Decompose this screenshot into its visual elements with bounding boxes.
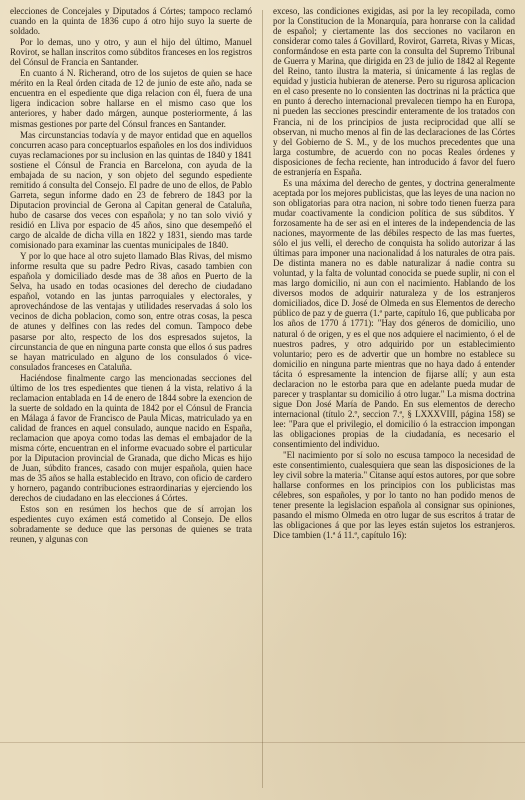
paper-fold-line	[0, 742, 525, 743]
paragraph: "El nacimiento por sí solo no escusa tampoco la necesidad de este consentimiento, cualesquiera que sean las disposiciones de la ley civil sobre la materia." Citanse aquí estos autores, por que sobre hallarse conformes en los principios con los publicistas mas célebres, son españoles, y por lo tanto no han podido menos de tener presente la legislacion española al consignar sus opiniones, pasando el mismo Olmeda en otro lugar de sus escritos á tratar de las obligaciones á que por las leyes están sujetos los estranjeros. Dice tambien (1.ª á 11.ª, capítulo 16):	[273, 450, 515, 541]
paragraph: Y por lo que hace al otro sujeto llamado Blas Rivas, del mismo informe resulta que su padre Pedro Rivas, casado tambien con española y domiciliado desde mas de 38 años en Puerto de la Selva, ha usado en todas ocasiones del derecho de ciudadano español, votando en las juntas parroquiales y electorales, y aprovechándose de las ventajas y utilidades reservadas á solo los vecinos de dicha poblacion, como son, entre otras cosas, la pesca de atunes y delfines con las redes del comun. Tampoco debe pasarse por alto, respecto de los dos espresados sujetos, la circunstancia de que en ninguna parte consta que ellos ó sus padres se hayan matriculado en alguno de los consulados ó vice-consulados franceses en Cataluña.	[10, 251, 252, 372]
paragraph: En cuanto á N. Richerand, otro de los sujetos de quien se hace mérito en la Real órden citada de 12 de junio de este año, nada se encuentra en el espediente que diga relacion con él, fuera de una ligera indicacion sobre hallarse en el mismo caso que los anteriores, y haber dado márgen, aunque posteriormente, á las mismas gestiones por parte del Cónsul frances en Santander.	[10, 68, 252, 129]
paragraph: exceso, las condiciones exigidas, asi por la ley recopilada, como por la Constitucion de la Monarquía, para honrarse con la calidad de español; y ciertamente las dos secciones no vacilaron en considerar como tales á Govillard, Rovirot, Garreta, Rivas y Micas, conformándose en esta parte con la consulta del Supremo Tribunal de Guerra y Marina, que dirigida en 23 de julio de 1842 al Regente del Reino, tanto ilustra la materia, si únicamente á las reglas de equidad y justicia hubieran de atenerse. Pero su rigurosa aplicacion en el caso presente no lo consienten las doctrinas ni la práctica que en punto á derecho internacional prevalecen tiempo ha en Europa, ni pueden las secciones prescindir enteramente de los tratados con Francia, ni de los principios de justa reciprocidad que allí se observan, ni mucho menos al fin de las declaraciones de las Córtes y del Gobierno de S. M., y de los muchos precedentes que una larga costumbre, de acuerdo con no pocas Reales órdenes y disposiciones de fecha reciente, han introducido á favor del fuero de estranjería en España.	[273, 6, 515, 177]
left-column	[10, 6, 252, 792]
two-column-body	[10, 6, 515, 792]
paragraph: Estos son en resúmen los hechos que de sí arrojan los espedientes cuyo exámen está cometido al Consejo. De ellos sobradamente se deduce que las personas de quienes se trata reunen, y algunas con	[10, 504, 252, 545]
paragraph: Mas circunstancias todavía y de mayor entidad que en aquellos concurren acaso para conceptuarlos españoles en los dos individuos cuyas reclamaciones por su inclusion en las quintas de 1840 y 1841 sostiene el Cónsul de Francia en Barcelona, con ayuda de la embajada de su nacion, y son objeto del segundo espediente remitido á consulta del Consejo. El padre de uno de ellos, de Pablo Garreta, segun informe dado en 23 de febrero de 1843 por la Diputacion provincial de Gerona al Capitan general de Cataluña, hubo de casarse dos veces con española; y no tan solo vivió y residió en Lliva por espacio de 45 años, sino que desempeñó el cargo de alcalde de dicha villa en 1822 y 1831, siendo mas tarde comisionado para examinar las cuentas municipales de 1840.	[10, 129, 252, 251]
paragraph: Es una máxima del derecho de gentes, y doctrina generalmente aceptada por los mejores publicistas, que las leyes de una nacion no son obligatorias para otra nacion, ni sobre todo tienen fuerza para mudar coactivamente la condicion política de sus súbditos. Y forzosamente ha de ser asi en el interes de la independencia de las naciones, mayormente de las débiles respecto de las mas fuertes, sólo el jus velli, el derecho de conquista ha solido autorizar á las últimas para imponer una nacionalidad á los naturales de otra pais. De distinta manera no es dable naturalizar á nadie contra su voluntad, y la falta de voluntad conocida se puede suplir, ni con el mas largo domicilio, ni aun con el nacimiento. Hablando de los diversos modos de adquirir naturaleza y de los estranjeros domiciliados, dice D. José de Olmeda en sus Elementos de derecho público de paz y de guerra (1.ª parte, capítulo 16, que publicaba por los años de 1770 á 1771): "Hay dos géneros de domicilio, uno natural ó de origen, y es el que nos adquiere el nacimiento, ó el de nuestros padres, y otro adquirido por un establecimiento voluntario; pero es de advertir que un hombre no establece su domicilio en ninguna parte mientras que no haya dado á entender tácita ó espresamente la intencion de fijarse allí; y aun esta declaracion no le estorba para que en adelante pueda mudar de parecer y trasplantar su domicilio á otro lugar." La misma doctrina sigue Don José María de Pando. En sus elementos de derecho internacional (título 2.º, seccion 7.ª, § LXXXVIII, página 158) se lee: "Para que el privilegio, el domicilio ó la estraccion impongan las obligaciones propias de la ciudadanía, es necesario el consentimiento del individuo.	[273, 177, 515, 450]
paragraph: Por lo demas, uno y otro, y aun el hijo del último, Manuel Rovirot, se hallan inscritos como súbditos franceses en los registros del Cónsul de Francia en Santander.	[10, 37, 252, 68]
right-column	[273, 6, 515, 792]
column-divider	[262, 10, 263, 788]
paragraph: elecciones de Concejales y Diputados á Córtes; tampoco reclamó cuando en la quinta de 1836 cupo á otro hijo suyo la suerte de soldado.	[10, 6, 252, 37]
paragraph: Haciéndose finalmente cargo las mencionadas secciones del último de los tres espedientes que tienen á la vista, relativo á la reclamacion entablada en 14 de enero de 1844 sobre la exencion de la suerte de soldado en la quinta de 1842 por el Cónsul de Francia en Málaga á favor de Francisco de Paula Micas, matriculado ya en calidad de frances en aquel consulado, aunque nacido en España, reclamacion que apoya como todas las demas el embajador de la misma córte, encuentran en el informe evacuado sobre el particular por la Diputacion provincial de Granada, que dicho Micas es hijo de Juan, súbdito frances, casado con mujer española, quien hace mas de 35 años se halla establecido en Itravo, con oficio de cardero y hornero, pagando contribuciones estraordinarias y ejerciendo los derechos de ciudadano en las elecciones á Córtes.	[10, 372, 252, 504]
